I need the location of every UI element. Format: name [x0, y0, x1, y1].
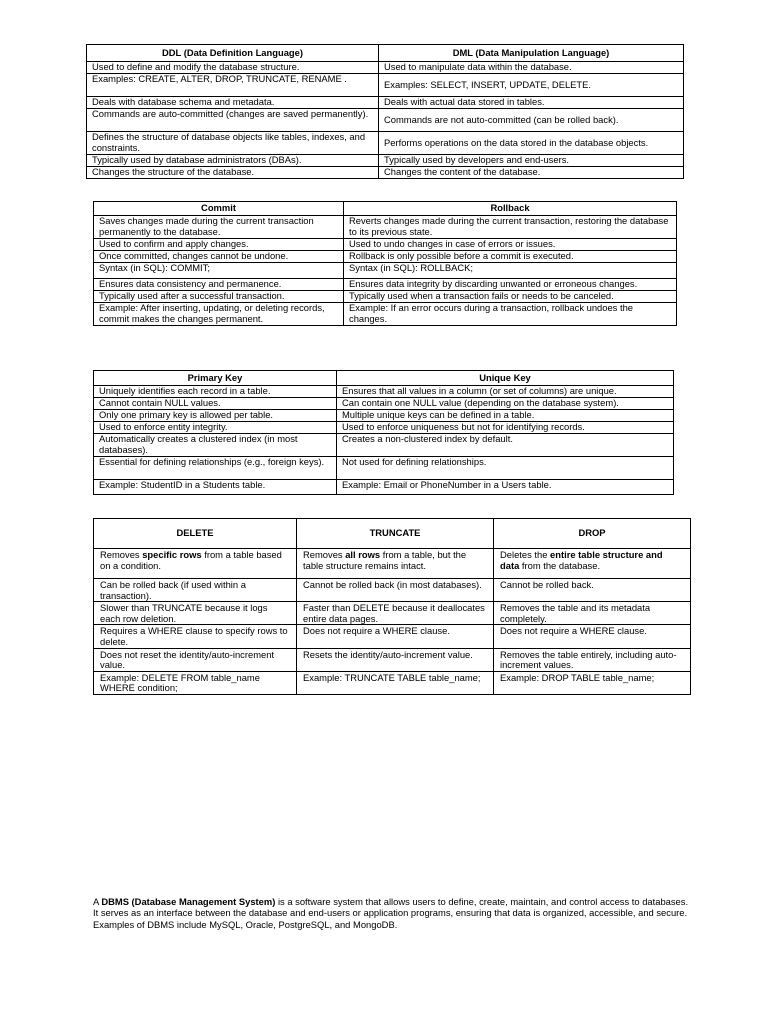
table-row — [94, 457, 674, 480]
table-row — [87, 167, 684, 179]
table-header-row — [94, 202, 677, 216]
table-cell: Rollback is only possible before a commit is executed. — [344, 251, 677, 263]
cell-bold-text: specific rows — [142, 549, 202, 560]
column-header: Unique Key — [337, 371, 674, 386]
table-row — [87, 155, 684, 167]
table-row — [94, 303, 677, 326]
table-cell: Example: DELETE FROM table_name WHERE condition; — [94, 671, 297, 694]
column-header: Primary Key — [94, 371, 337, 386]
table-row — [87, 97, 684, 109]
column-header: TRUNCATE — [297, 519, 494, 549]
table-row — [94, 398, 674, 410]
table-cell: Faster than DELETE because it deallocates entire data pages. — [297, 602, 494, 625]
column-header: Rollback — [344, 202, 677, 216]
table-cell: Typically used by developers and end-users. — [379, 155, 684, 167]
cell-text: Removes — [303, 549, 346, 560]
table-cell: Removes the table entirely, including auto-increment values. — [494, 648, 691, 671]
table-cell: Examples: SELECT, INSERT, UPDATE, DELETE. — [379, 74, 684, 97]
primary-unique-key-table — [93, 370, 674, 495]
commit-rollback-table — [93, 201, 677, 326]
table-cell: Example: StudentID in a Students table. — [94, 480, 337, 495]
table-cell: Used to enforce entity integrity. — [94, 422, 337, 434]
cell-bold-text: entire table structure and data — [500, 549, 663, 571]
cell-text: from the database. — [519, 559, 601, 571]
table-cell — [94, 549, 297, 579]
table-cell: Cannot contain NULL values. — [94, 398, 337, 410]
table-row — [94, 291, 677, 303]
table-row — [87, 132, 684, 155]
table-row — [94, 671, 691, 694]
table-row — [94, 480, 674, 495]
table-row — [87, 109, 684, 132]
table-cell: Performs operations on the data stored in the database objects. — [379, 132, 684, 155]
paragraph-bold-text: DBMS (Database Management System) — [101, 896, 276, 907]
table-row — [94, 386, 674, 398]
table-cell: Typically used after a successful transaction. — [94, 291, 344, 303]
table-cell: Creates a non-clustered index by default. — [337, 434, 674, 457]
table-row — [94, 239, 677, 251]
column-header: DELETE — [94, 519, 297, 549]
table-header-row — [94, 519, 691, 549]
table-row — [94, 648, 691, 671]
table-cell: Used to undo changes in case of errors or issues. — [344, 239, 677, 251]
table-cell: Typically used by database administrators (DBAs). — [87, 155, 379, 167]
table-row — [94, 279, 677, 291]
table-cell: Once committed, changes cannot be undone. — [94, 251, 344, 263]
table-cell: Ensures data integrity by discarding unwanted or erroneous changes. — [344, 279, 677, 291]
table-cell: Used to define and modify the database structure. — [87, 62, 379, 74]
table-cell: Uniquely identifies each record in a table. — [94, 386, 337, 398]
table-cell: Requires a WHERE clause to specify rows to delete. — [94, 625, 297, 648]
table-cell: Only one primary key is allowed per table. — [94, 410, 337, 422]
table-cell: Does not require a WHERE clause. — [494, 625, 691, 648]
cell-bold-text: all rows — [345, 549, 381, 560]
dbms-paragraph — [93, 896, 693, 930]
paragraph-text: A — [93, 896, 102, 907]
table-cell: Not used for defining relationships. — [337, 457, 674, 480]
table-cell: Slower than TRUNCATE because it logs each row deletion. — [94, 602, 297, 625]
table-row — [87, 62, 684, 74]
table-cell: Commands are auto-committed (changes are saved permanently). — [87, 109, 379, 132]
table-cell: Essential for defining relationships (e.g., foreign keys). — [94, 457, 337, 480]
column-header: Commit — [94, 202, 344, 216]
column-header: DROP — [494, 519, 691, 549]
column-header: DDL (Data Definition Language) — [87, 45, 379, 62]
table-header-row — [87, 45, 684, 62]
table-cell: Example: After inserting, updating, or deleting records, commit makes the changes permanent. — [94, 303, 344, 326]
column-header: DML (Data Manipulation Language) — [379, 45, 684, 62]
table-cell: Defines the structure of database objects like tables, indexes, and constraints. — [87, 132, 379, 155]
table-cell: Can contain one NULL value (depending on the database system). — [337, 398, 674, 410]
table-cell: Does not require a WHERE clause. — [297, 625, 494, 648]
cell-text: from a table based on a condition. — [100, 549, 282, 571]
table-cell: Cannot be rolled back (in most databases). — [297, 579, 494, 602]
table-cell: Used to enforce uniqueness but not for identifying records. — [337, 422, 674, 434]
table-cell: Example: DROP TABLE table_name; — [494, 671, 691, 694]
table-row — [94, 434, 674, 457]
table-cell: Changes the content of the database. — [379, 167, 684, 179]
table-cell: Changes the structure of the database. — [87, 167, 379, 179]
table-cell: Syntax (in SQL): COMMIT; — [94, 263, 344, 279]
cell-text: Deletes the — [500, 549, 551, 560]
table-row — [94, 410, 674, 422]
table-row — [94, 263, 677, 279]
table-cell: Example: TRUNCATE TABLE table_name; — [297, 671, 494, 694]
table-cell: Used to confirm and apply changes. — [94, 239, 344, 251]
table-cell: Resets the identity/auto-increment value. — [297, 648, 494, 671]
table-cell: Example: Email or PhoneNumber in a Users table. — [337, 480, 674, 495]
table-cell: Can be rolled back (if used within a transaction). — [94, 579, 297, 602]
table-row — [94, 549, 691, 579]
table-row — [87, 74, 684, 97]
table-cell: Syntax (in SQL): ROLLBACK; — [344, 263, 677, 279]
table-row — [94, 579, 691, 602]
table-cell — [297, 549, 494, 579]
table-cell: Examples: CREATE, ALTER, DROP, TRUNCATE, RENAME . — [87, 74, 379, 97]
table-cell: Typically used when a transaction fails or needs to be canceled. — [344, 291, 677, 303]
table-row — [94, 602, 691, 625]
table-cell: Does not reset the identity/auto-increment value. — [94, 648, 297, 671]
delete-truncate-drop-table — [93, 518, 691, 695]
table-cell: Automatically creates a clustered index (in most databases). — [94, 434, 337, 457]
table-cell — [494, 549, 691, 579]
paragraph-text: is a software system that allows users to define, create, maintain, and control access to databases. It serves as an interface between the database and end-users or application programs, ensuring that data is organized, accessible, and secure. Examples of DBMS include MySQL, Oracle, PostgreSQL, and MongoDB. — [93, 896, 689, 930]
table-header-row — [94, 371, 674, 386]
table-cell: Cannot be rolled back. — [494, 579, 691, 602]
table-cell: Reverts changes made during the current transaction, restoring the database to its previous state. — [344, 216, 677, 239]
table-cell: Example: If an error occurs during a transaction, rollback undoes the changes. — [344, 303, 677, 326]
table-row — [94, 422, 674, 434]
table-cell: Deals with database schema and metadata. — [87, 97, 379, 109]
table-cell: Ensures that all values in a column (or set of columns) are unique. — [337, 386, 674, 398]
table-cell: Deals with actual data stored in tables. — [379, 97, 684, 109]
cell-text: Removes — [100, 549, 143, 560]
table-cell: Saves changes made during the current transaction permanently to the database. — [94, 216, 344, 239]
cell-text: from a table, but the table structure remains intact. — [303, 549, 467, 571]
table-row — [94, 625, 691, 648]
table-row — [94, 251, 677, 263]
table-row — [94, 216, 677, 239]
table-cell: Multiple unique keys can be defined in a table. — [337, 410, 674, 422]
table-cell: Ensures data consistency and permanence. — [94, 279, 344, 291]
ddl-dml-table — [86, 44, 684, 179]
table-cell: Used to manipulate data within the database. — [379, 62, 684, 74]
table-cell: Commands are not auto-committed (can be rolled back). — [379, 109, 684, 132]
table-cell: Removes the table and its metadata completely. — [494, 602, 691, 625]
